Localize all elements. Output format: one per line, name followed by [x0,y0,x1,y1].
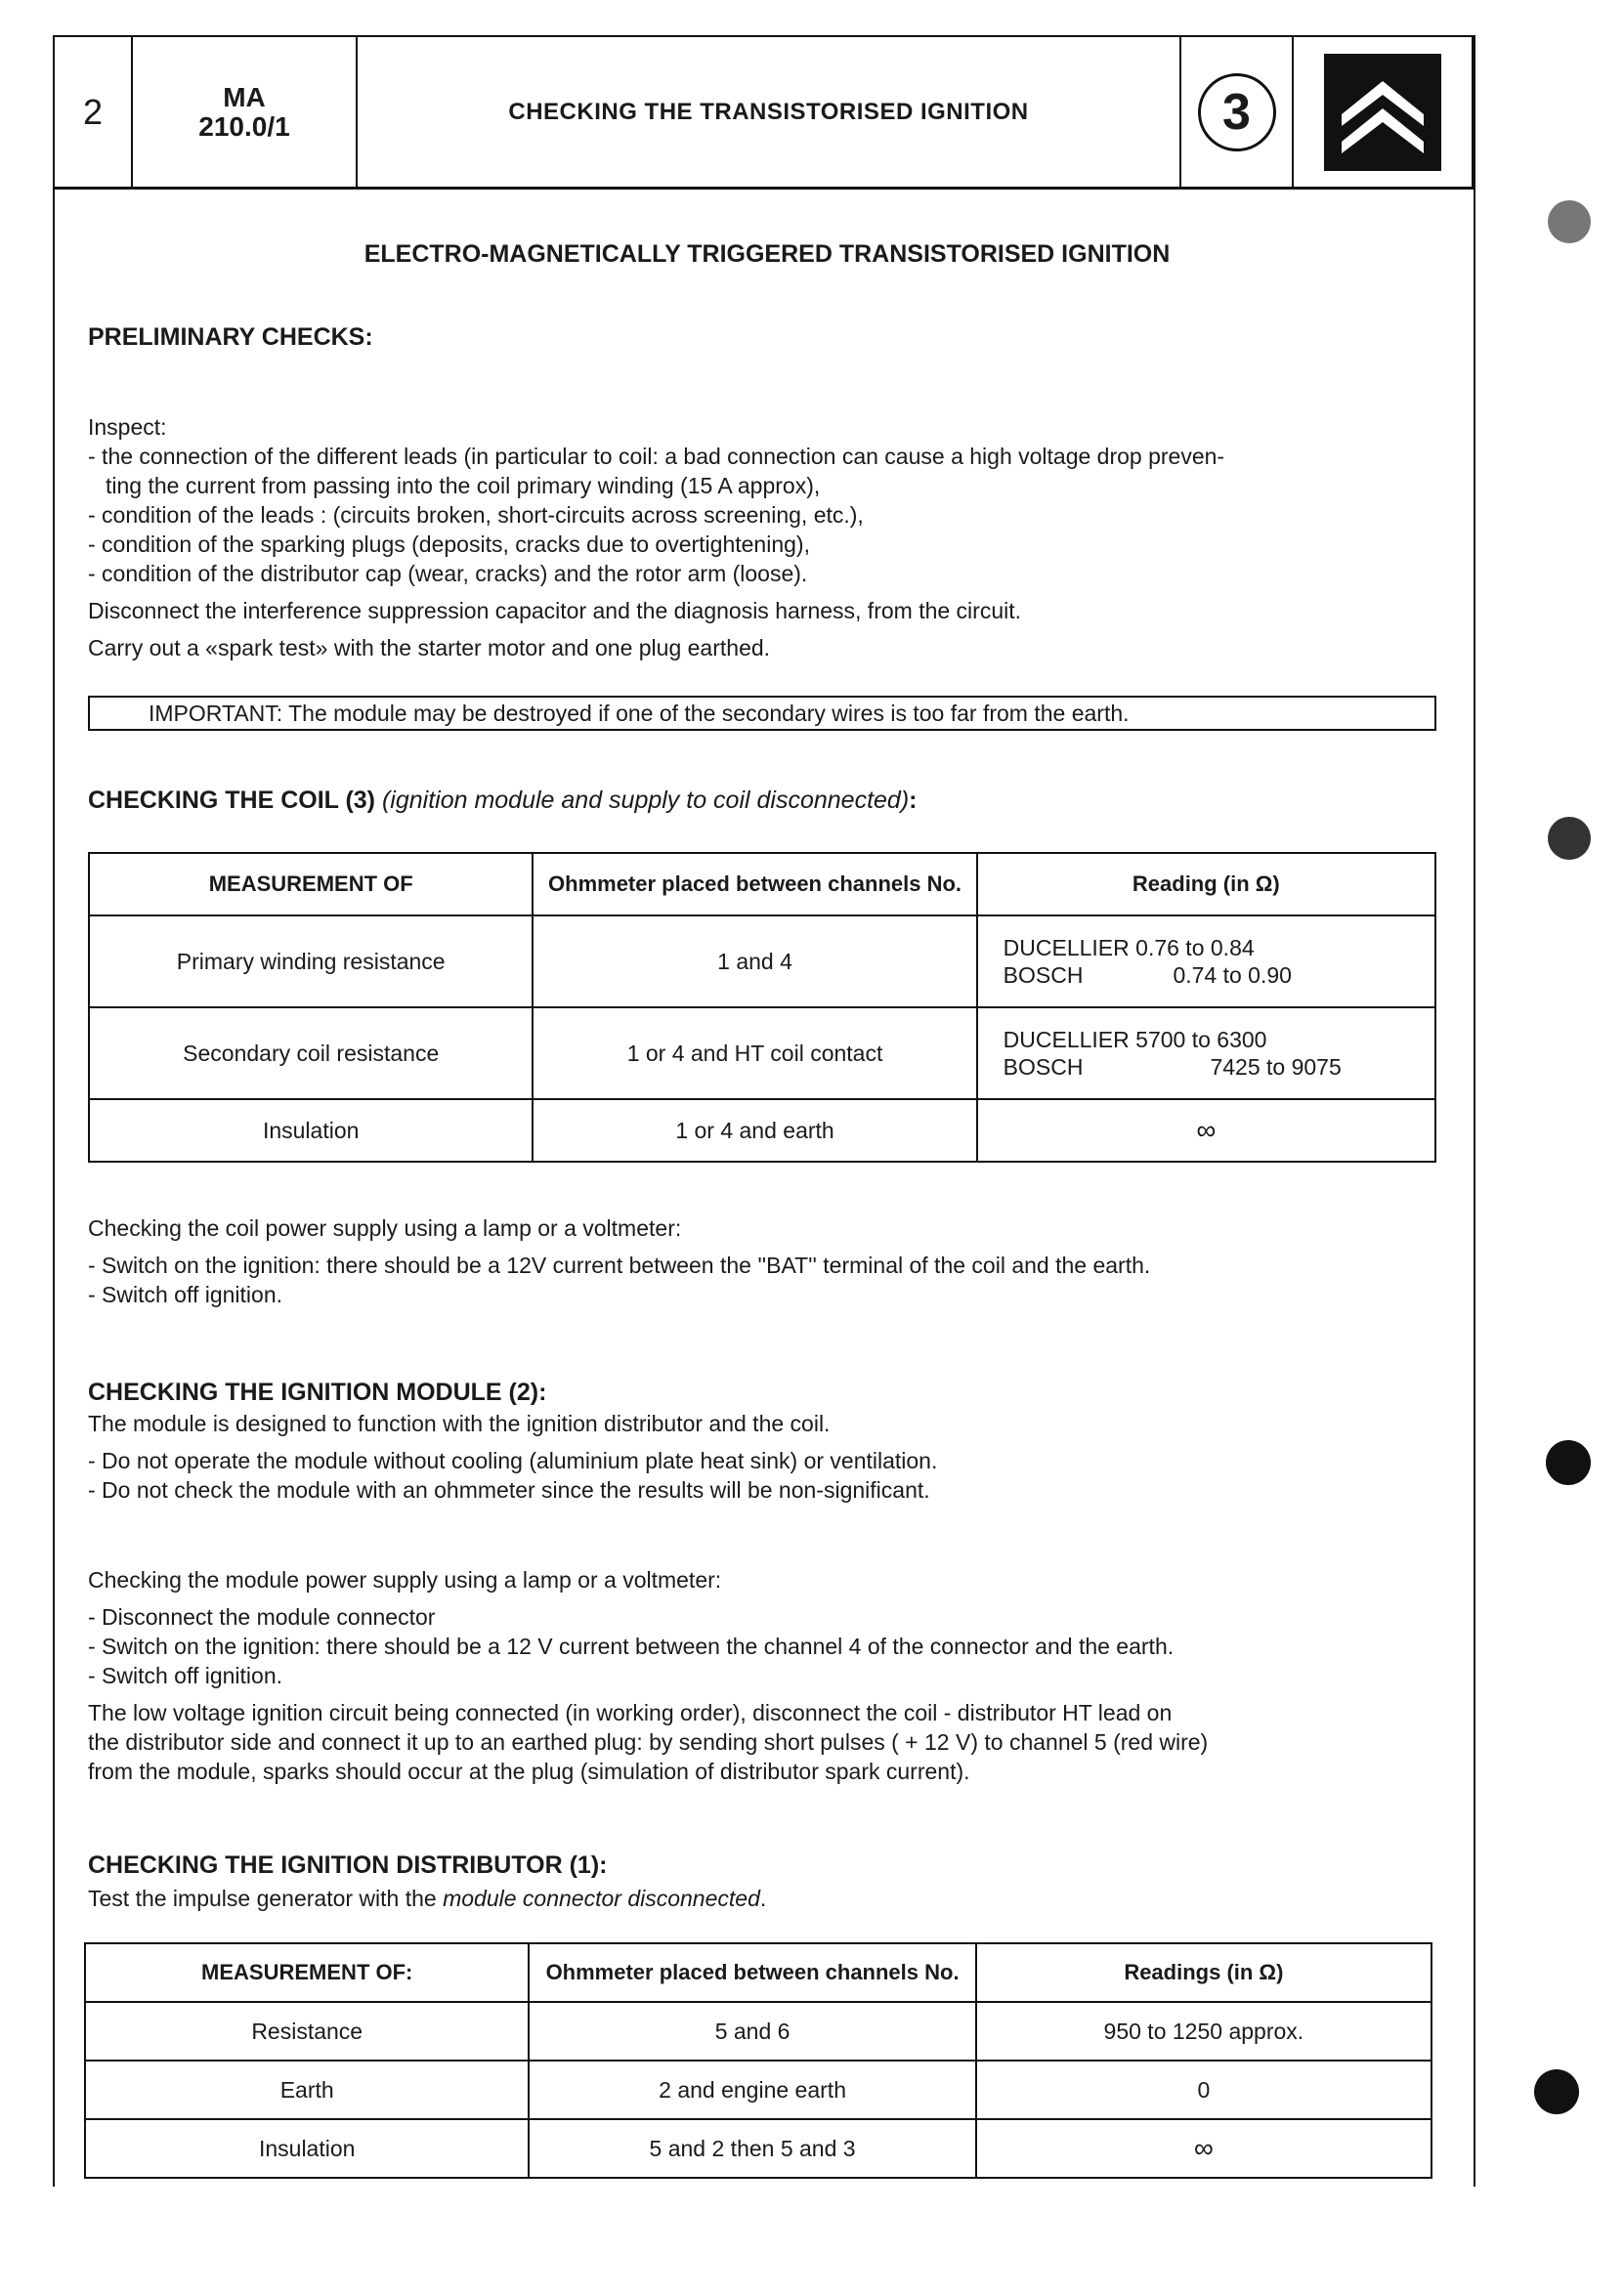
disconnect-text: Disconnect the interference suppression capacitor and the diagnosis harness, from the circuit. [88,598,1022,623]
binder-hole-icon [1546,1440,1591,1485]
binder-hole-icon [1548,817,1591,860]
table-cell: Insulation [89,1099,533,1162]
reading-value: 0.76 to 0.84 [1135,935,1255,960]
table-cell: 0 [976,2061,1432,2119]
preliminary-heading: PRELIMINARY CHECKS: [88,323,373,351]
list-item: ting the current from passing into the coil primary winding (15 A approx), [106,473,821,498]
coil-supply-intro: Checking the coil power supply using a lamp or a voltmeter: [88,1215,682,1241]
list-item: - Do not operate the module without cooling (aluminium plate heat sink) or ventilation. [88,1448,938,1473]
list-item: - condition of the leads : (circuits broken, short-circuits across screening, etc.), [88,502,864,528]
table-row [89,915,1435,1007]
table-row [85,2061,1432,2119]
page-header [53,35,1474,190]
intro-italic: module connector disconnected [443,1886,760,1911]
paragraph-line: the distributor side and connect it up to an earthed plug: by sending short pulses ( + 12 V) to channel 5 (red wire) [88,1729,1209,1755]
list-item: - condition of the sparking plugs (deposits, cracks due to overtightening), [88,531,810,557]
list-item: - Switch on the ignition: there should be a 12 V current between the channel 4 of the connector and the earth. [88,1634,1175,1659]
reference-code [133,37,358,187]
reference-line-2: 210.0/1 [198,110,290,142]
page-number: 2 [55,37,133,187]
main-title: ELECTRO-MAGNETICALLY TRIGGERED TRANSISTORISED IGNITION [363,240,1171,268]
table-row [85,2002,1432,2061]
table-cell: ∞ [977,1099,1435,1162]
spark-test-text: Carry out a «spark test» with the starter motor and one plug earthed. [88,635,771,660]
list-item: - Do not check the module with an ohmmeter since the results will be non-significant. [88,1477,930,1503]
table-header: MEASUREMENT OF [89,853,533,915]
chevron-logo-icon [1324,54,1441,171]
paragraph-line: The low voltage ignition circuit being connected (in working order), disconnect the coil - distributor HT lead on [88,1700,1173,1725]
table-header: Ohmmeter placed between channels No. [533,853,976,915]
table-cell: Insulation [85,2119,529,2178]
coil-table [88,852,1436,1163]
table-header: Readings (in Ω) [976,1943,1432,2002]
section-badge [1181,37,1294,187]
table-cell: Resistance [85,2002,529,2061]
brand-bosch: BOSCH [1003,962,1084,988]
table-header: Ohmmeter placed between channels No. [529,1943,975,2002]
list-item: - Switch on the ignition: there should be a 12V current between the ''BAT'' terminal of the coil and the earth. [88,1253,1151,1278]
table-cell: Earth [85,2061,529,2119]
coil-heading [88,786,918,815]
inspect-label: Inspect: [88,414,167,440]
table-cell: ∞ [976,2119,1432,2178]
reading-value: 5700 to 6300 [1135,1027,1267,1052]
binder-hole-icon [1548,200,1591,243]
reading-cell [977,1007,1435,1099]
table-header: MEASUREMENT OF: [85,1943,529,2002]
coil-heading-title: CHECKING THE COIL (3) [88,787,375,814]
table-cell: 1 or 4 and HT coil contact [533,1007,976,1099]
distributor-table [84,1942,1432,2179]
brand-ducellier: DUCELLIER [1003,935,1130,960]
intro-text: Test the impulse generator with the [88,1886,437,1911]
list-item: - condition of the distributor cap (wear, cracks) and the rotor arm (loose). [88,561,808,586]
brand-logo [1294,37,1472,187]
table-header: Reading (in Ω) [977,853,1435,915]
coil-heading-note: (ignition module and supply to coil disconnected) [381,787,910,814]
list-item: - Switch off ignition. [88,1282,283,1307]
brand-bosch: BOSCH [1003,1054,1084,1080]
coil-heading-colon: : [909,787,918,814]
paragraph-line: from the module, sparks should occur at the plug (simulation of distributor spark current). [88,1759,970,1784]
list-item: - Disconnect the module connector [88,1604,436,1630]
table-row [89,1099,1435,1162]
binder-hole-icon [1534,2069,1579,2114]
table-cell: 1 and 4 [533,915,976,1007]
table-row [89,1007,1435,1099]
table-cell: Primary winding resistance [89,915,533,1007]
distributor-heading: CHECKING THE IGNITION DISTRIBUTOR (1): [88,1851,608,1879]
reading-cell [977,915,1435,1007]
list-item: - Switch off ignition. [88,1663,283,1688]
module-supply-intro: Checking the module power supply using a lamp or a voltmeter: [88,1567,722,1593]
page-title: CHECKING THE TRANSISTORISED IGNITION [358,37,1181,187]
table-cell: 1 or 4 and earth [533,1099,976,1162]
reading-value: 0.74 to 0.90 [1173,962,1292,988]
list-item: - the connection of the different leads (in particular to coil: a bad connection can cause a high voltage drop preven- [88,444,1225,469]
important-note: IMPORTANT: The module may be destroyed if one of the secondary wires is too far from the earth. [88,696,1436,731]
section-number: 3 [1198,73,1276,151]
table-cell: 5 and 6 [529,2002,975,2061]
brand-ducellier: DUCELLIER [1003,1027,1130,1052]
table-cell: 950 to 1250 approx. [976,2002,1432,2061]
table-row [85,2119,1432,2178]
module-heading: CHECKING THE IGNITION MODULE (2): [88,1379,547,1406]
table-cell: Secondary coil resistance [89,1007,533,1099]
intro-end: . [759,1886,767,1911]
table-cell: 5 and 2 then 5 and 3 [529,2119,975,2178]
reference-line-1: MA [223,81,266,112]
table-cell: 2 and engine earth [529,2061,975,2119]
reading-value: 7425 to 9075 [1210,1054,1342,1080]
distributor-intro [88,1884,766,1913]
module-intro: The module is designed to function with the ignition distributor and the coil. [88,1411,831,1436]
